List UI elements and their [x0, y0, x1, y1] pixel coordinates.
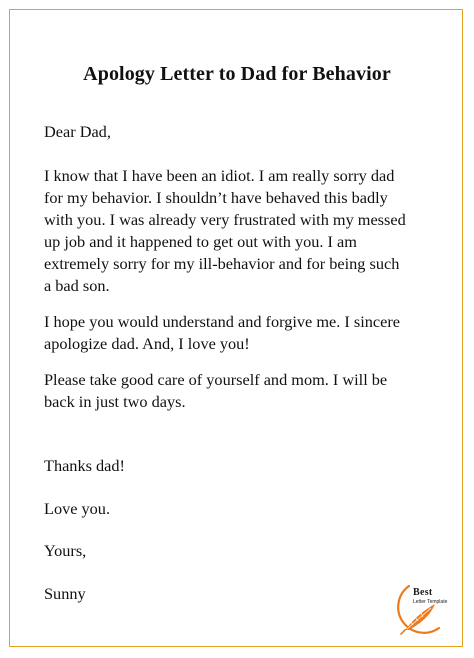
- closing-yours: Yours,: [44, 541, 87, 560]
- salutation: Dear Dad,: [44, 122, 111, 141]
- closing-thanks: Thanks dad!: [44, 456, 125, 475]
- paragraph-line: for my behavior. I shouldn’t have behaved this badly: [44, 188, 388, 207]
- paragraph-line: apologize dad. And, I love you!: [44, 334, 250, 353]
- paragraph-line: up job and it happened to get out with you. I am: [44, 232, 357, 251]
- logo-sub-text: Letter Template: [413, 599, 448, 605]
- paragraph-line: back in just two days.: [44, 392, 186, 411]
- paragraph-line: with you. I was already very frustrated with my messed: [44, 210, 406, 229]
- paragraph-line: I hope you would understand and forgive me. I sincere: [44, 312, 400, 331]
- paragraph-apology: [44, 165, 444, 297]
- logo-brand-text: Best: [413, 587, 433, 598]
- best-letter-template-logo: [395, 580, 457, 638]
- paragraph-line: Please take good care of yourself and mom. I will be: [44, 370, 388, 389]
- paragraph-line: I know that I have been an idiot. I am really sorry dad: [44, 166, 395, 185]
- paragraph-forgive: [44, 311, 444, 355]
- paragraph-care: [44, 369, 444, 413]
- signature: Sunny: [44, 584, 86, 603]
- paragraph-line: extremely sorry for my ill-behavior and for being such: [44, 254, 400, 273]
- letter-title: Apology Letter to Dad for Behavior: [83, 63, 391, 85]
- closing-love: Love you.: [44, 499, 111, 518]
- paragraph-line: a bad son.: [44, 276, 110, 295]
